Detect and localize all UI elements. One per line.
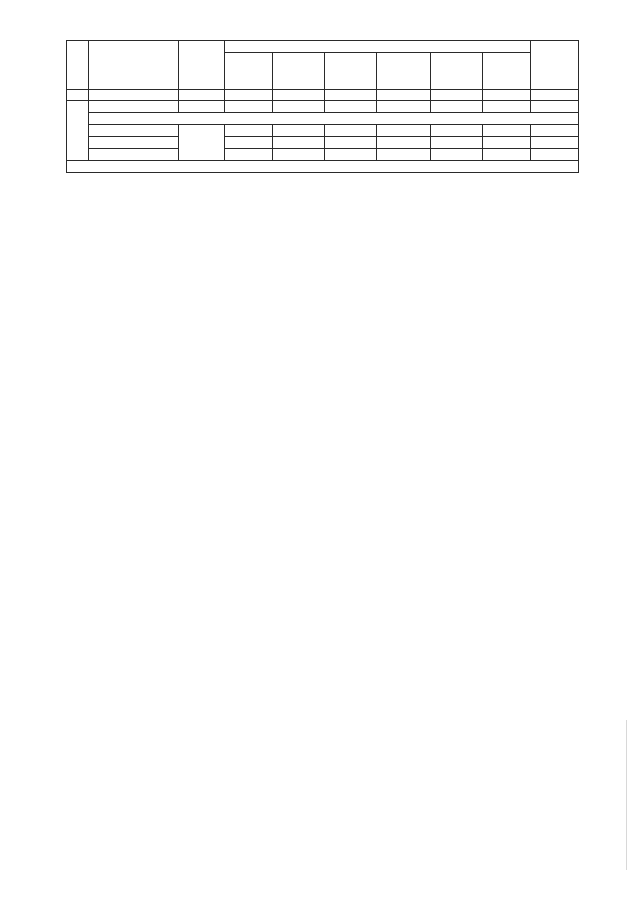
value-reform — [377, 101, 431, 113]
column-number — [531, 90, 579, 101]
header-row — [67, 41, 579, 53]
header-indicator — [89, 41, 179, 90]
value-single — [483, 149, 531, 161]
column-number — [377, 90, 431, 101]
liquid-row — [67, 137, 579, 149]
value-total — [531, 125, 579, 137]
value-total — [531, 137, 579, 149]
column-number — [325, 90, 377, 101]
row-num — [67, 101, 89, 161]
column-number — [225, 90, 273, 101]
header-unit — [179, 41, 225, 90]
forest-care-table — [66, 40, 579, 173]
value-passage — [273, 125, 325, 137]
column-number-row — [67, 90, 579, 101]
header-col-reform — [377, 53, 431, 90]
value-renewal — [325, 149, 377, 161]
value-passage — [273, 149, 325, 161]
section-title — [67, 161, 579, 173]
scan-edge-mark — [626, 720, 627, 870]
value-renewal — [325, 137, 377, 149]
value-single — [483, 125, 531, 137]
label-business — [89, 149, 179, 161]
header-care-types — [225, 41, 531, 53]
value-reform — [377, 149, 431, 161]
value-recon — [431, 149, 483, 161]
value-thinning — [225, 137, 273, 149]
value-reform — [377, 137, 431, 149]
header-col-single — [483, 53, 531, 90]
column-number — [431, 90, 483, 101]
value-renewal — [325, 125, 377, 137]
column-number — [273, 90, 325, 101]
value-total — [531, 149, 579, 161]
header-col-recon — [431, 53, 483, 90]
column-number — [179, 90, 225, 101]
value-renewal — [325, 101, 377, 113]
label-liquid — [89, 137, 179, 149]
header-num — [67, 41, 89, 90]
extractable-row — [67, 113, 579, 125]
value-single — [483, 137, 531, 149]
value-reform — [377, 125, 431, 137]
label-extractable — [89, 113, 579, 125]
value-total — [531, 101, 579, 113]
root-row — [67, 125, 579, 137]
value-recon — [431, 137, 483, 149]
column-number — [483, 90, 531, 101]
label-root — [89, 125, 179, 137]
business-row — [67, 149, 579, 161]
column-number — [89, 90, 179, 101]
value-passage — [273, 137, 325, 149]
label-area — [89, 101, 179, 113]
header-col-thinning — [225, 53, 273, 90]
unit-m3 — [179, 125, 225, 161]
column-number — [67, 90, 89, 101]
value-thinning — [225, 101, 273, 113]
value-thinning — [225, 125, 273, 137]
value-single — [483, 101, 531, 113]
value-recon — [431, 101, 483, 113]
section-title-row — [67, 161, 579, 173]
value-passage — [273, 101, 325, 113]
unit-ha — [179, 101, 225, 113]
header-col-passage — [273, 53, 325, 90]
header-col-renewal — [325, 53, 377, 90]
header-total — [531, 41, 579, 90]
area-row — [67, 101, 579, 113]
value-thinning — [225, 149, 273, 161]
value-recon — [431, 125, 483, 137]
